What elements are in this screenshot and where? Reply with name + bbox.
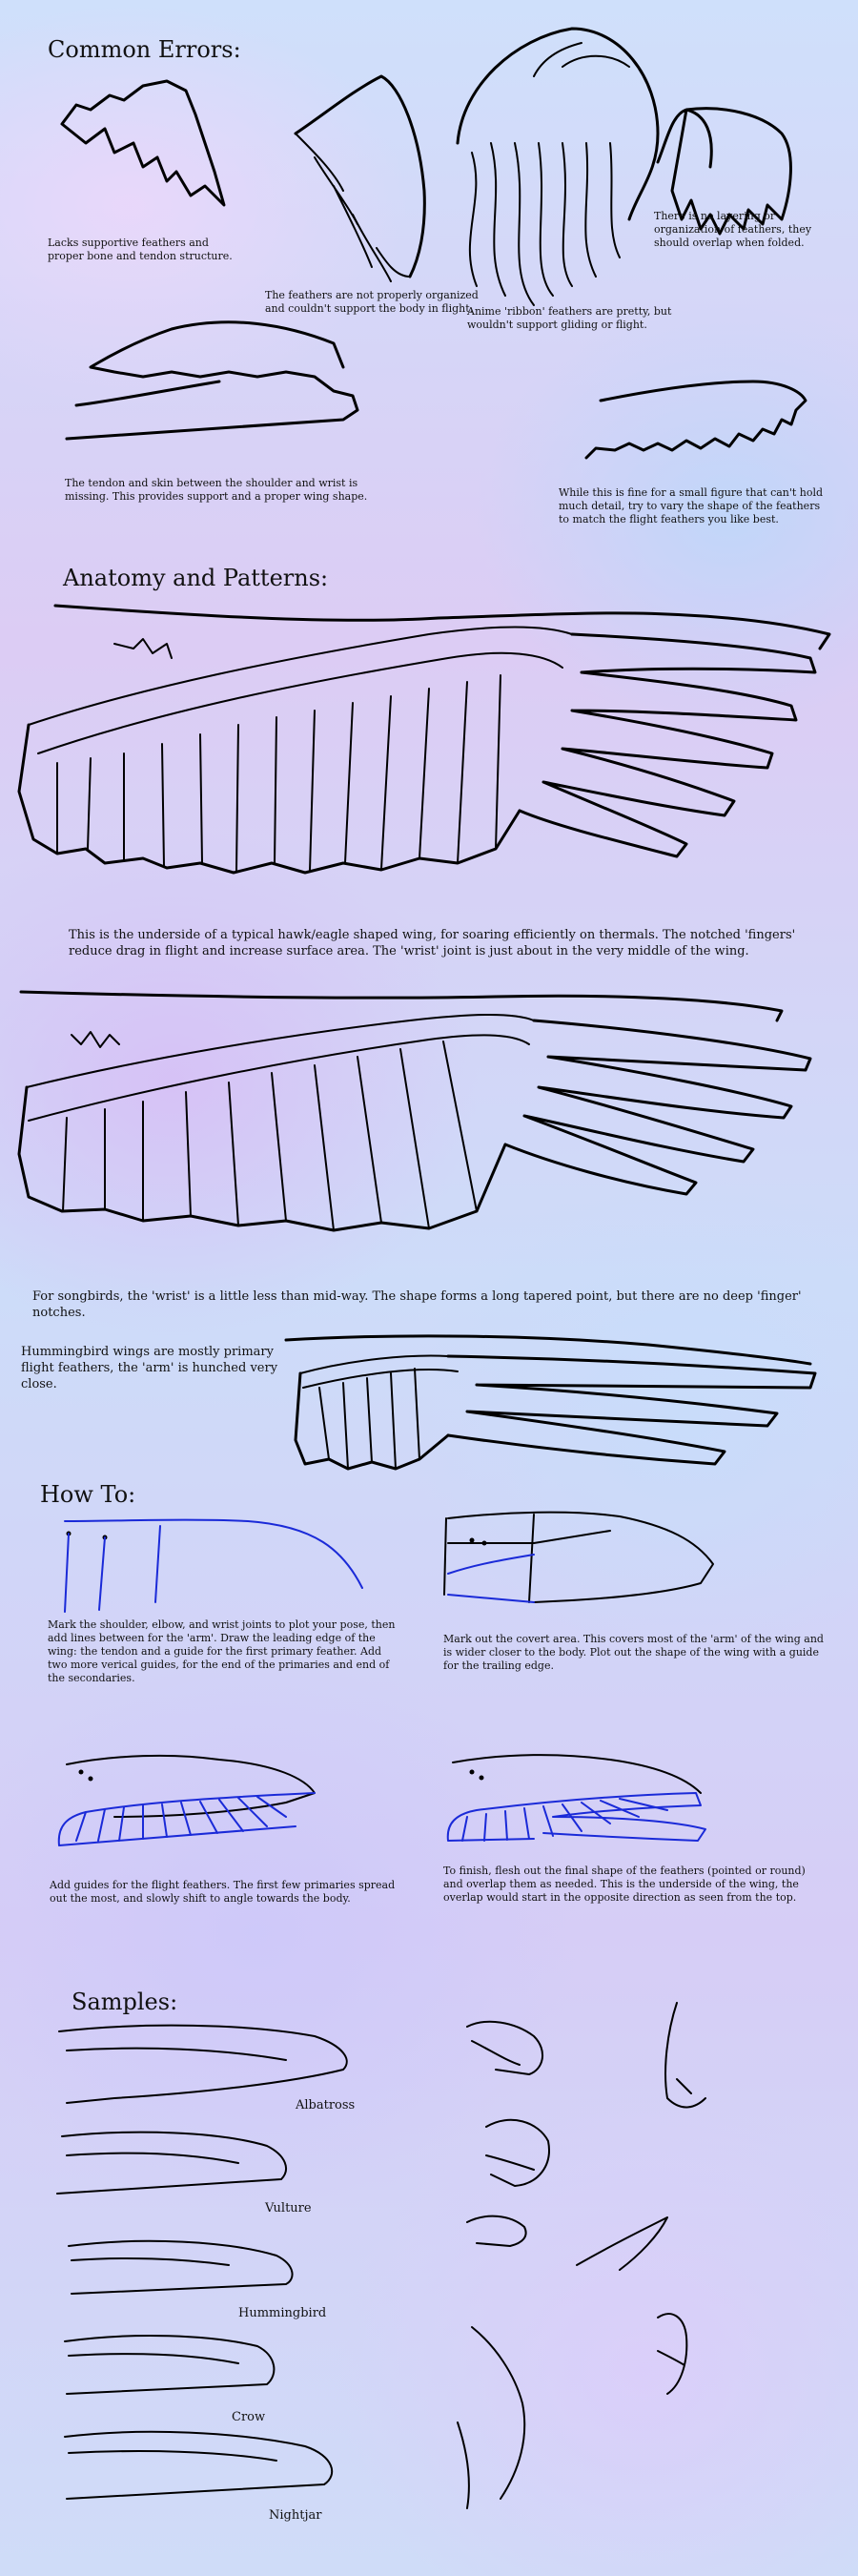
anatomy-title: Anatomy and Patterns: bbox=[63, 565, 329, 591]
sample-label-crow: Crow bbox=[232, 2410, 266, 2424]
sample-label-nightjar: Nightjar bbox=[269, 2508, 322, 2523]
how-to-title: How To: bbox=[40, 1481, 136, 1508]
how-to-caption-2: Mark out the covert area. This covers most of the 'arm' of the wing and is wider closer to the body. Plot out the shape of the wing with a guide for the trailing edge. bbox=[443, 1633, 824, 1672]
sample-label-albatross: Albatross bbox=[296, 2098, 356, 2112]
sample-label-hummingbird: Hummingbird bbox=[238, 2306, 327, 2320]
error-caption-5: The tendon and skin between the shoulder and wrist is missing. This provides support and a proper wing shape. bbox=[65, 477, 368, 503]
samples-title: Samples: bbox=[72, 1989, 178, 2015]
how-to-caption-3: Add guides for the flight feathers. The first few primaries spread out the most, and slowly shift to angle towards the body. bbox=[50, 1879, 396, 1905]
error-caption-3: Anime 'ribbon' feathers are pretty, but wouldn't support gliding or flight. bbox=[467, 305, 672, 331]
error-caption-6: While this is fine for a small figure that can't hold much detail, try to vary the shape of the feathers to match the flight feathers you like best. bbox=[559, 486, 824, 526]
sample-label-vulture: Vulture bbox=[265, 2201, 312, 2215]
error-caption-2: The feathers are not properly organized and couldn't support the body in flight. bbox=[265, 289, 479, 315]
anatomy-caption-hummingbird: Hummingbird wings are mostly primary flight feathers, the 'arm' is hunched very close. bbox=[21, 1345, 278, 1391]
how-to-caption-1: Mark the shoulder, elbow, and wrist joints to plot your pose, then add lines between for the 'arm'. Draw the leading edge of the wing: the tendon and a guide for the first primary feather. Add two more verical guides, for the end of the primaries and end of the secondaries. bbox=[48, 1618, 396, 1684]
anatomy-caption-songbird: For songbirds, the 'wrist' is a little less than mid-way. The shape forms a long tapered point, but there are no deep 'finger' notches. bbox=[32, 1289, 802, 1320]
how-to-caption-4: To finish, flesh out the final shape of the feathers (pointed or round) and overlap them as needed. This is the underside of the wing, the overlap would start in the opposite direction as seen from the top. bbox=[443, 1865, 806, 1904]
error-caption-4: There is no layering or organization of feathers, they should overlap when folded. bbox=[654, 210, 812, 249]
anatomy-caption-hawk: This is the underside of a typical hawk/eagle shaped wing, for soaring efficiently on thermals. The notched 'fingers' reduce drag in flight and increase surface area. The 'wrist' joint is just about in the very middle of the wing. bbox=[69, 928, 796, 958]
common-errors-title: Common Errors: bbox=[48, 36, 241, 63]
error-caption-1: Lacks supportive feathers and proper bone and tendon structure. bbox=[48, 237, 233, 262]
